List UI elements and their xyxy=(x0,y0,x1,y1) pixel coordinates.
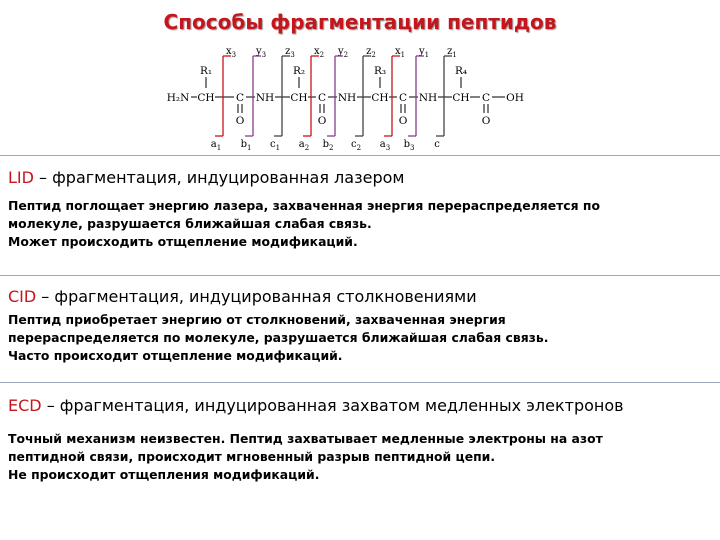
chain-atom: CH xyxy=(290,92,308,104)
fragment-label-top: $z_1$ xyxy=(447,46,457,59)
fragment-label-bottom: $b_1$ xyxy=(240,139,252,152)
description-line: Может происходить отщепление модификаций. xyxy=(8,234,358,249)
divider xyxy=(0,275,720,276)
section-heading-cid xyxy=(8,287,477,306)
acronym-ecd: ECD xyxy=(8,396,42,415)
side-chain-label: R₂ xyxy=(292,65,306,77)
fragment-label-top: $x_2$ xyxy=(313,46,325,59)
description-line: Точный механизм неизвестен. Пептид захватывает медленные электроны на азот xyxy=(8,431,603,446)
description-line: Пептид поглощает энергию лазера, захваченная энергия перераспределяется по xyxy=(8,198,600,213)
description-line: Часто происходит отщепление модификаций. xyxy=(8,348,343,363)
description-line: Пептид приобретает энергию от столкновений, захваченная энергия xyxy=(8,312,506,327)
chain-atom: C xyxy=(235,92,245,104)
acronym-lid: LID xyxy=(8,168,34,187)
divider-top xyxy=(0,155,720,156)
chain-atom: C xyxy=(481,92,491,104)
fragment-label-top: $x_3$ xyxy=(225,46,237,59)
carbonyl-oxygen: O xyxy=(317,115,327,127)
chain-atom: C xyxy=(398,92,408,104)
chain-atom: H₂N xyxy=(166,92,190,104)
section-description-lid xyxy=(8,197,698,251)
fragment-label-top: $z_3$ xyxy=(285,46,295,59)
fragment-label-bottom: c xyxy=(434,139,440,150)
acronym-cid: CID xyxy=(8,287,37,306)
chain-atom: CH xyxy=(452,92,470,104)
fragment-label-bottom: $c_2$ xyxy=(350,139,362,152)
chain-atom: CH xyxy=(371,92,389,104)
description-line: молекуле, разрушается ближайшая слабая связь. xyxy=(8,216,372,231)
section-heading-lid xyxy=(8,168,404,187)
description-line: пептидной связи, происходит мгновенный разрыв пептидной цепи. xyxy=(8,449,496,464)
chain-atom: CH xyxy=(197,92,215,104)
fragment-label-bottom: $a_3$ xyxy=(379,139,391,152)
carbonyl-oxygen: O xyxy=(398,115,408,127)
divider xyxy=(0,382,720,383)
description-line: перераспределяется по молекуле, разрушается ближайшая слабая связь. xyxy=(8,330,549,345)
fragment-label-bottom: $b_2$ xyxy=(322,139,334,152)
carbonyl-oxygen: O xyxy=(481,115,491,127)
carbonyl-oxygen: O xyxy=(235,115,245,127)
chain-atom: NH xyxy=(255,92,275,104)
heading-text-lid: – фрагментация, индуцированная лазером xyxy=(33,168,405,187)
chain-atom: NH xyxy=(418,92,438,104)
chain-atom: OH xyxy=(506,92,524,104)
section-description-cid xyxy=(8,311,698,365)
fragment-label-top: $y_1$ xyxy=(418,46,430,59)
page-title: Способы фрагментации пептидов xyxy=(163,10,557,34)
chain-atom: NH xyxy=(337,92,357,104)
side-chain-label: R₃ xyxy=(373,65,387,77)
chain-atom: C xyxy=(317,92,327,104)
section-description-ecd xyxy=(8,430,698,484)
fragment-label-top: $x_1$ xyxy=(394,46,406,59)
fragment-label-bottom: $b_3$ xyxy=(403,139,415,152)
fragment-label-top: $y_2$ xyxy=(337,46,349,59)
fragment-label-top: $y_3$ xyxy=(255,46,267,59)
side-chain-label: R₄ xyxy=(454,65,468,77)
fragment-label-bottom: $a_1$ xyxy=(210,139,222,152)
side-chain-label: R₁ xyxy=(199,65,213,77)
fragment-label-top: $z_2$ xyxy=(366,46,376,59)
section-heading-ecd xyxy=(8,396,624,415)
description-line: Не происходит отщепления модификаций. xyxy=(8,467,320,482)
heading-text-cid: – фрагментация, индуцированная столкновениями xyxy=(36,287,477,306)
fragment-label-bottom: $a_2$ xyxy=(298,139,310,152)
fragment-label-bottom: $c_1$ xyxy=(269,139,281,152)
heading-text-ecd: – фрагментация, индуцированная захватом медленных электронов xyxy=(41,396,624,415)
peptide-fragmentation-diagram xyxy=(160,44,540,152)
